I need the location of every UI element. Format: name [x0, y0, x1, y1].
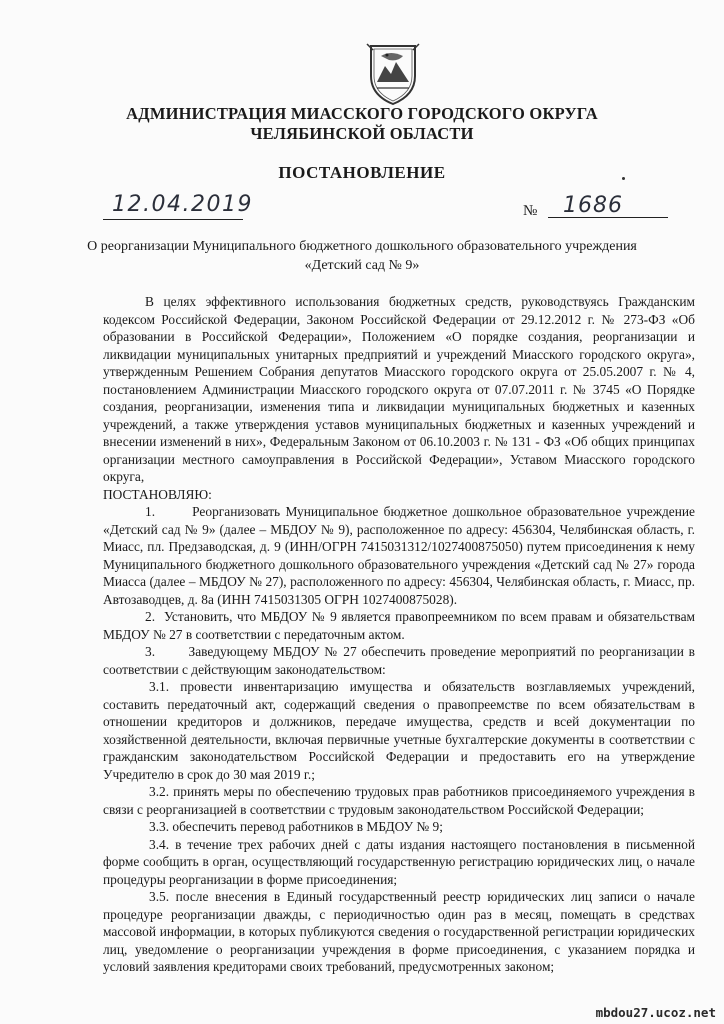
document-type: ПОСТАНОВЛЕНИЕ: [278, 163, 446, 182]
clause-1: 1. Реорганизовать Муниципальное бюджетное дошкольное образовательное учреждение «Детский сад № 9» (далее – МБДОУ № 9), расположенное по адресу: 456304, Челябинская область, г. Миасс, пл. Предзаводская, д. 9 (ИНН/ОГРН 7415031312/1027400875050) путем присоединения к нему Муниципального бюджетного дошкольного образовательного учреждения «Детский сад № 27» города Миасса (далее – МБДОУ № 27), расположенного по адресу: 456304, Челябинская область, г. Миасс, пр. Автозаводцев, д. 8а (ИНН 7415031305 ОГРН 1027400875028).: [103, 504, 695, 607]
clause-3-1: 3.1. провести инвентаризацию имущества и обязательств возглавляемых учреждений, составить передаточный акт, содержащий сведения о правопреемстве по всем обязательствам в отношении кредиторов и должников, передаче имущества, средств и всей документации по хозяйственной деятельности, включая первичные учетные бухгалтерские документы в соответствии с гражданским законодательством Российской Федерации и предоставить его на утверждение Учредителю в срок до 30 мая 2019 г.;: [103, 679, 695, 782]
clause-2: 2. Установить, что МБДОУ № 9 является правопреемником по всем правам и обязательствам МБДОУ № 27 в соответствии с передаточным актом.: [103, 609, 695, 642]
document-body: [103, 293, 695, 976]
ink-dot: [622, 177, 625, 180]
subject-line: «Детский сад № 9»: [304, 258, 420, 273]
number-label: №: [523, 203, 538, 219]
decree-heading: ПОСТАНОВЛЯЮ:: [103, 486, 212, 502]
clause-3-3: 3.3. обеспечить перевод работников в МБДОУ № 9;: [149, 819, 443, 834]
document-number: 1686: [563, 193, 623, 218]
clause-3-2: 3.2. принять меры по обеспечению трудовых прав работников присоединяемого учреждения в связи с реорганизацией в соответствии с трудовым законодательством Российской Федерации;: [103, 784, 695, 817]
clause-3-4: 3.4. в течение трех рабочих дней с даты издания настоящего постановления в письменной форме сообщить в орган, осуществляющий государственную регистрацию юридических лиц, о начале процедуры реорганизации в форме присоединения;: [103, 836, 695, 887]
clause-3-5: 3.5. после внесения в Единый государственный реестр юридических лиц записи о начале процедуре реорганизации дважды, с периодичностью один раз в месяц, помещать в средствах массовой информации, в которых публикуются сведения о государственной регистрации юридических лиц, уведомление о реорганизации учреждения в форме присоединения, с указанием порядка и условий заявления кредиторами своих требований, предусмотренных законом;: [103, 889, 695, 974]
subject-line: О реорганизации Муниципального бюджетного дошкольного образовательного учреждения: [87, 239, 637, 254]
coat-of-arms-icon: [365, 42, 421, 106]
organization-region: ЧЕЛЯБИНСКОЙ ОБЛАСТИ: [250, 124, 474, 143]
site-watermark: mbdou27.ucoz.net: [595, 1005, 716, 1020]
clause-3: 3. Заведующему МБДОУ № 27 обеспечить проведение мероприятий по реорганизации в соответствии с действующим законодательством:: [103, 644, 695, 677]
document-date: 12.04.2019: [112, 192, 253, 217]
preamble-paragraph: В целях эффективного использования бюджетных средств, руководствуясь Гражданским кодексом Российской Федерации, Законом Российской Федерации от 29.12.2012 г. № 273-ФЗ «Об образовании в Российской Федерации», Положением «О порядке создания, реорганизации и ликвидации муниципальных унитарных предприятий и учреждений Миасского городского округа», утвержденным Решением Собрания депутатов Миасского городского округа от 25.05.2007 г. № 4, постановлением Администрации Миасского городского округа от 07.07.2011 г. № 3745 «О Порядке создания, реорганизации, изменения типа и ликвидации муниципальных бюджетных и казенных учреждений, а также утверждения уставов муниципальных бюджетных и казенных учреждений и внесении изменений в них», Федеральным Законом от 06.10.2003 г. № 131 - ФЗ «Об общих принципах организации местного самоуправления в Российской Федерации», Уставом Миасского городского округа,: [103, 294, 695, 484]
organization-name: АДМИНИСТРАЦИЯ МИАССКОГО ГОРОДСКОГО ОКРУГА: [126, 104, 598, 123]
